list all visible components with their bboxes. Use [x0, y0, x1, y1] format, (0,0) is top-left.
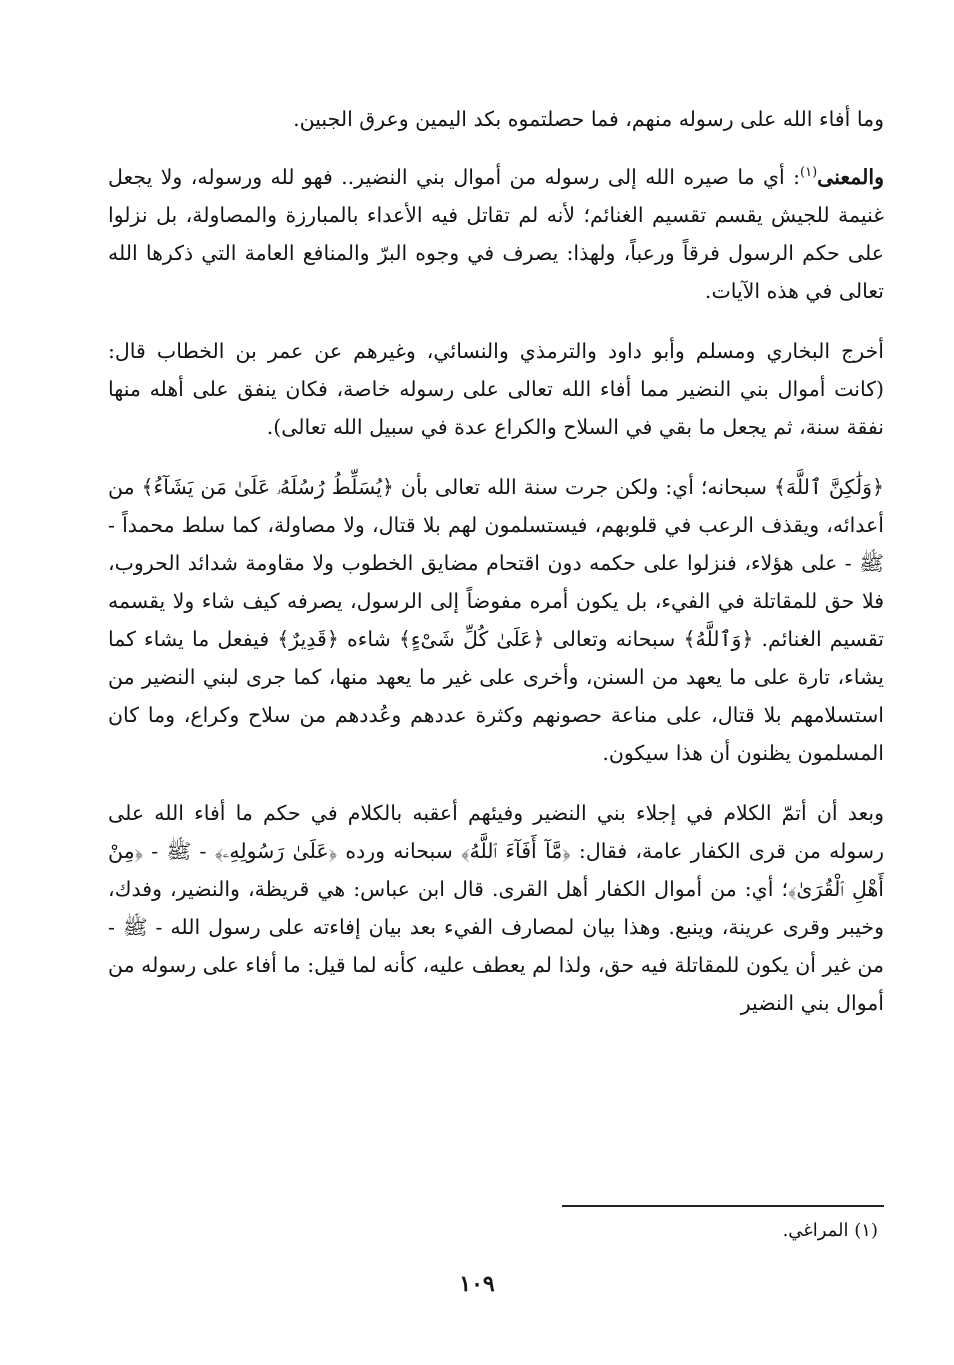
footnote-reference[interactable]: (١)	[800, 165, 818, 181]
paragraph-1: وما أفاء الله على رسوله منهم، فما حصلتموه بكد اليمين وعرق الجبين.	[293, 107, 884, 131]
paragraph-3: أخرج البخاري ومسلم وأبو داود والترمذي والنسائي، وغيرهم عن عمر بن الخطاب قال: (كانت أموال بني النضير مما أفاء الله تعالى على رسوله خاصة، فكان ينفق على أهله منها نفقة سنة، ثم يجعل ما بقي في السلاح والكراع عدة في سبيل الله تعالى).	[108, 339, 884, 439]
page-number: ١٠٩	[459, 1271, 495, 1297]
paragraph-2-text: : أي ما صيره الله إلى رسوله من أموال بني النضير.. فهو لله ورسوله، ولا يجعل غنيمة للجيش يقسم تقسيم الغنائم؛ لأنه لم تقاتل فيه الأعداء بالمبارزة والمصاولة، بل نزلوا على حكم الرسول فرقاً ورعباً، ولهذا: يصرف في وجوه البرّ والمنافع العامة التي ذكرها الله تعالى في هذه الآيات.	[108, 165, 884, 303]
footnote-divider	[562, 1205, 884, 1207]
paragraph-5: وبعد أن أتمّ الكلام في إجلاء بني النضير وفيئهم أعقبه بالكلام في حكم ما أفاء الله على رسوله من قرى الكفار عامة، فقال: ﴿مَّآ أَفَآءَ ٱللَّهُ﴾ سبحانه ورده ﴿عَلَىٰ رَسُولِهِۦ﴾ - ﷺ - ﴿مِنْ أَهْلِ ٱلْقُرَىٰ﴾؛ أي: من أموال الكفار أهل القرى. قال ابن عباس: هي قريظة، والنضير، وفدك، وخيبر وقرى عرينة، وينبع. وهذا بيان لمصارف الفيء بعد بيان إفاءته على رسول الله - ﷺ - من غير أن يكون للمقاتلة فيه حق، ولذا لم يعطف عليه، كأنه لما قيل: ما أفاء على رسوله من أموال بني النضير	[108, 801, 884, 1015]
footnote: (١) المراغي.	[782, 1220, 878, 1241]
page-body	[108, 100, 884, 1250]
paragraph-2	[108, 158, 884, 310]
meaning-heading: والمعنى	[817, 165, 884, 189]
paragraph-4: ﴿وَلَٰكِنَّ ٱللَّهَ﴾ سبحانه؛ أي: ولكن جرت سنة الله تعالى بأن ﴿يُسَلِّطُ رُسُلَهُۥ عَلَىٰ مَن يَشَآءُ﴾ من أعدائه، ويقذف الرعب في قلوبهم، فيستسلمون لهم بلا قتال، ولا مصاولة، كما سلط محمداً - ﷺ - على هؤلاء، فنزلوا على حكمه دون اقتحام مضايق الخطوب ولا مقاومة شدائد الحروب، فلا حق للمقاتلة في الفيء، بل يكون أمره مفوضاً إلى الرسول، يصرفه كيف شاء ولا يقسمه تقسيم الغنائم. ﴿وَٱللَّهُ﴾ سبحانه وتعالى ﴿عَلَىٰ كُلِّ شَىْءٍ﴾ شاءه ﴿قَدِيرٌ﴾ فيفعل ما يشاء كما يشاء، تارة على ما يعهد من السنن، وأخرى على غير ما يعهد منها، كما جرى لبني النضير من استسلامهم بلا قتال، على مناعة حصونهم وكثرة عددهم وعُددهم من سلاح وكراع، وما كان المسلمون يظنون أن هذا سيكون.	[108, 475, 884, 765]
